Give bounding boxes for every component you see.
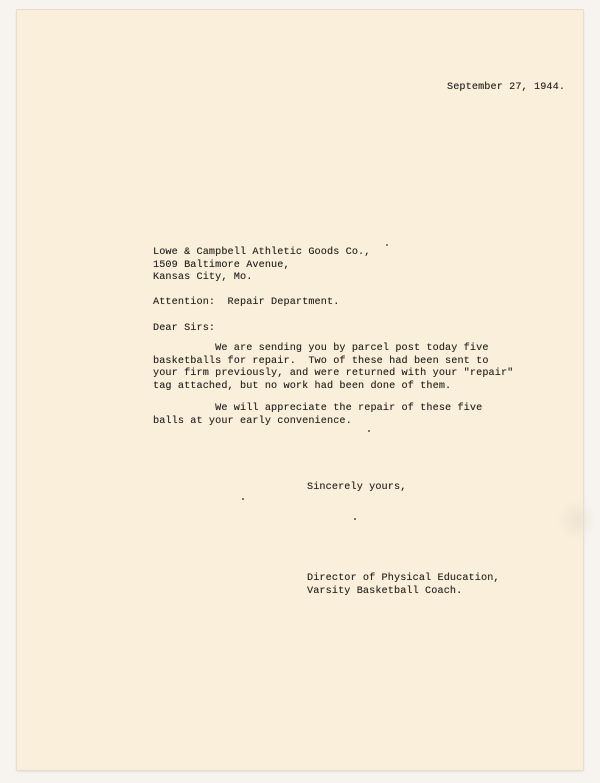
letter-date: September 27, 1944. (447, 82, 566, 93)
signature-block (307, 573, 500, 598)
letter-page (17, 10, 583, 770)
ink-speck (242, 498, 244, 500)
paragraph-line: We will appreciate the repair of these five (153, 403, 483, 414)
paragraph-line: tag attached, but no work had been done of them. (153, 380, 452, 392)
attention-line: Attention: Repair Department. (153, 297, 340, 308)
body-paragraph-1 (153, 343, 513, 393)
recipient-address (153, 247, 370, 285)
body-paragraph-2 (153, 403, 482, 428)
paragraph-line: your firm previously, and were returned with your "repair" (153, 368, 514, 379)
paragraph-line: balls at your early convenience. (153, 415, 352, 427)
signature-line-1: Director of Physical Education, (307, 573, 500, 584)
paragraph-line: basketballs for repair. Two of these had been sent to (153, 355, 489, 367)
recipient-line-2: 1509 Baltimore Avenue, (153, 259, 290, 271)
closing: Sincerely yours, (307, 482, 407, 493)
salutation: Dear Sirs: (153, 323, 216, 334)
ink-speck (354, 518, 356, 520)
ink-speck (368, 430, 370, 432)
signature-line-2: Varsity Basketball Coach. (307, 585, 463, 597)
recipient-line-3: Kansas City, Mo. (153, 272, 253, 283)
ink-speck (386, 244, 388, 246)
recipient-line-1: Lowe & Campbell Athletic Goods Co., (153, 247, 371, 258)
paper-stain (557, 500, 597, 540)
paragraph-line: We are sending you by parcel post today five (153, 343, 489, 354)
